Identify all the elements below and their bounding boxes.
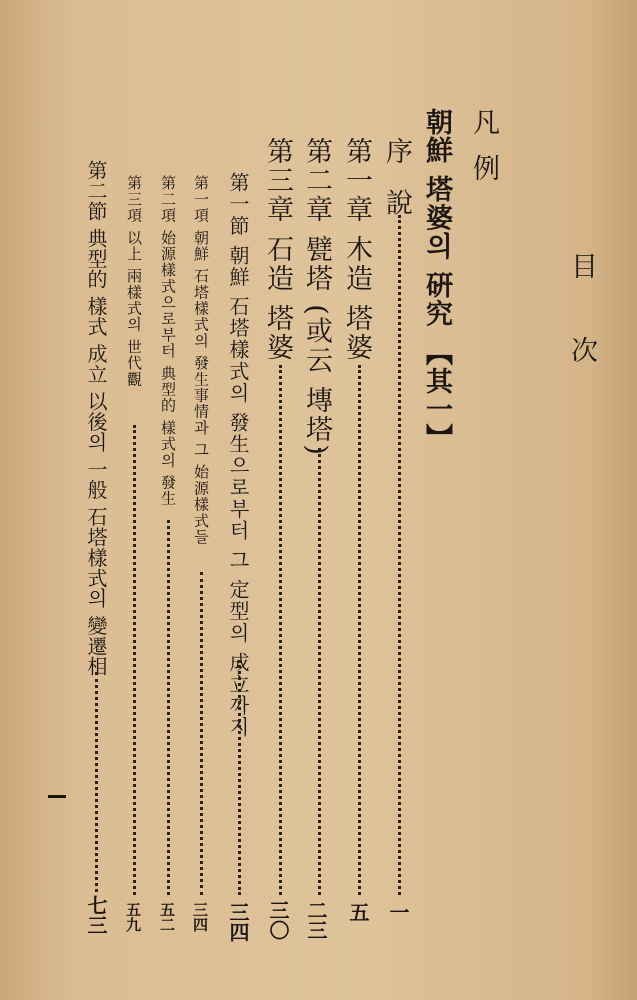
toc-page-preface: 一 — [386, 902, 410, 922]
toc-entry-ch2[interactable]: 第二章 甓塔 (或云 塼塔) — [301, 137, 332, 458]
toc-page-item3: 五九 — [124, 902, 142, 932]
leader-sec1 — [238, 660, 241, 895]
toc-page-item2: 五二 — [158, 902, 176, 932]
toc-page-sec1: 三四 — [226, 902, 250, 942]
toc-page-item1: 三四 — [191, 902, 209, 932]
toc-entry-item3[interactable]: 第三項 以上 兩樣式의 世代觀 — [125, 175, 143, 388]
toc-entry-item1[interactable]: 第一項 朝鮮 石塔樣式의 發生事情과 그 始源樣式들 — [192, 175, 210, 546]
folio-mark — [48, 795, 66, 798]
leader-ch1 — [358, 365, 361, 895]
toc-entry-item2[interactable]: 第二項 始源樣式으로부터 典型的 樣式의 發生 — [159, 175, 177, 507]
toc-entry-preface[interactable]: 序 說 — [381, 137, 412, 224]
toc-entry-ch1[interactable]: 第一章 木造 塔婆 — [341, 137, 372, 363]
leader-ch2 — [318, 448, 321, 895]
leader-item2 — [167, 520, 170, 895]
fanli-heading: 凡 例 — [468, 108, 499, 187]
toc-entry-sec2[interactable]: 第二節 典型的 樣式 成立 以後의 一般 石塔樣式의 變遷相 — [84, 160, 108, 677]
page-title: 目 次 — [566, 252, 597, 388]
toc-entry-ch3[interactable]: 第三章 石造 塔婆 — [262, 137, 293, 363]
toc-page-ch2: 二三 — [304, 900, 328, 940]
toc-page-ch1: 五 — [346, 902, 370, 922]
leader-ch3 — [279, 365, 282, 895]
toc-page-sec2: 七三 — [84, 895, 108, 935]
leader-item1 — [200, 572, 203, 895]
leader-preface — [398, 215, 401, 895]
book-title: 朝鮮 塔婆의 硏究 【其一】 — [421, 108, 452, 453]
leader-item3 — [133, 425, 136, 895]
toc-entry-sec1[interactable]: 第一節 朝鮮 石塔樣式의 發生으로부터 그 定型의 成立까지 — [226, 172, 250, 739]
leader-sec2 — [95, 672, 98, 892]
toc-page-ch3: 三〇 — [266, 900, 290, 940]
folio-text — [0, 0, 1, 1]
